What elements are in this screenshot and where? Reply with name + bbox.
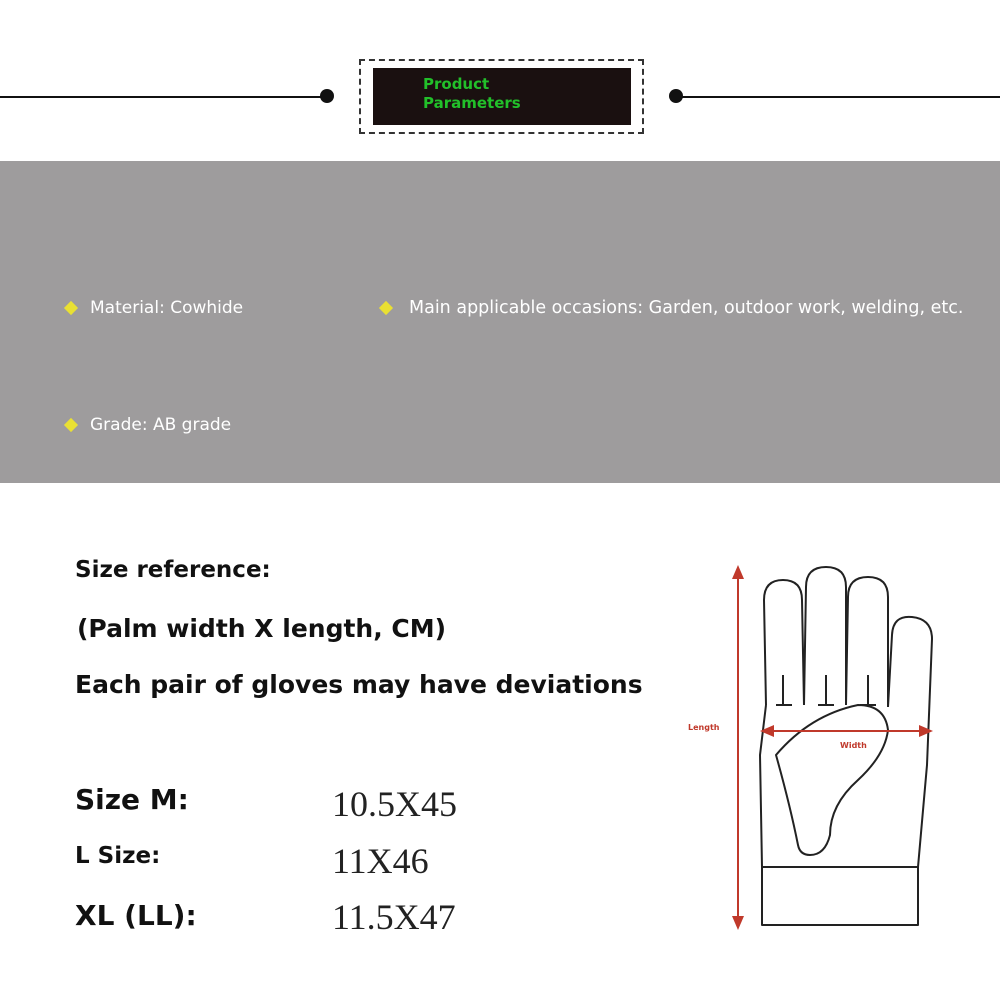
- param-grade-text: Grade: AB grade: [90, 415, 232, 435]
- size-xl-label: XL (LL):: [75, 899, 197, 932]
- size-unit-note: (Palm width X length, CM): [77, 614, 447, 643]
- header-line-left: [0, 96, 327, 98]
- section-title-line1: Product: [423, 75, 490, 93]
- size-l-label: L Size:: [75, 843, 161, 869]
- title-box: [373, 68, 631, 125]
- diamond-icon: [379, 301, 393, 315]
- glove-diagram: [680, 555, 950, 935]
- width-label: Width: [840, 741, 867, 750]
- length-label: Length: [688, 723, 720, 732]
- section-title-line2: Parameters: [423, 94, 521, 112]
- section-title: [423, 75, 521, 113]
- param-occasions: [381, 298, 963, 318]
- param-grade: [66, 415, 231, 435]
- size-m-value: 10.5X45: [332, 784, 457, 824]
- diamond-icon: [64, 301, 78, 315]
- header-dot-left: [320, 89, 334, 103]
- param-occasions-text: Main applicable occasions: Garden, outdoor work, welding, etc.: [409, 298, 964, 318]
- size-m-label: Size M:: [75, 783, 189, 816]
- header-line-right: [676, 96, 1000, 98]
- header-dot-right: [669, 89, 683, 103]
- param-material-text: Material: Cowhide: [90, 298, 244, 318]
- size-deviation-note: Each pair of gloves may have deviations: [75, 670, 643, 699]
- size-l-value: 11X46: [332, 841, 429, 881]
- size-reference-heading: Size reference:: [75, 557, 271, 583]
- diamond-icon: [64, 418, 78, 432]
- size-xl-value: 11.5X47: [332, 897, 456, 937]
- param-material: [66, 298, 243, 318]
- glove-outline-icon: [680, 555, 950, 935]
